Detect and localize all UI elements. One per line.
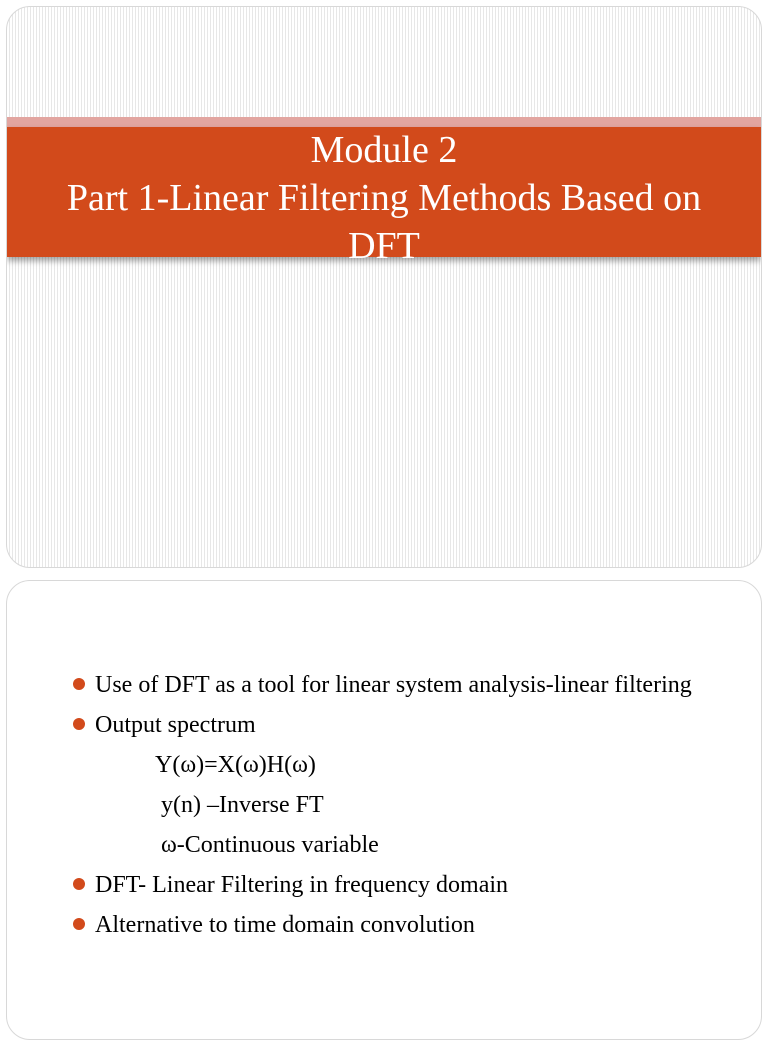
sub-text: Y(ω)=X(ω)H(ω) <box>155 752 316 778</box>
title-line-2: Part 1-Linear Filtering Methods Based on <box>66 177 702 219</box>
bullet-dot-icon <box>73 678 85 690</box>
sub-item <box>71 749 731 781</box>
title-line-1: Module 2 <box>310 129 458 171</box>
bullet-item <box>71 709 731 741</box>
bullet-dot-icon <box>73 878 85 890</box>
bullet-item <box>71 909 731 941</box>
bullet-item <box>71 669 731 701</box>
title-line-3: DFT <box>348 225 420 267</box>
bullet-text: Output spectrum <box>95 712 256 738</box>
bullet-text: Alternative to time domain convolution <box>95 912 475 938</box>
bullet-dot-icon <box>73 918 85 930</box>
bullet-text: Use of DFT as a tool for linear system analysis-linear filtering <box>95 672 692 698</box>
title-slide <box>6 6 762 568</box>
slide-title <box>7 126 761 270</box>
sub-item <box>71 789 731 821</box>
bullet-dot-icon <box>73 718 85 730</box>
bullet-text: DFT- Linear Filtering in frequency domain <box>95 872 509 898</box>
bullet-item <box>71 869 731 901</box>
sub-item <box>71 829 731 861</box>
content-slide <box>6 580 762 1040</box>
sub-text: y(n) –Inverse FT <box>161 792 324 818</box>
bullet-list <box>71 669 731 949</box>
sub-text: ω-Continuous variable <box>161 832 379 858</box>
